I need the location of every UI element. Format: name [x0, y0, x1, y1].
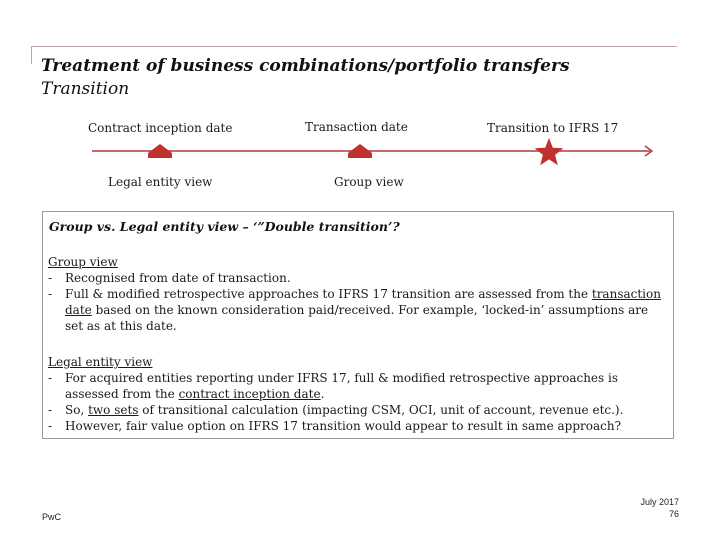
label-transaction-date: Transaction date	[305, 120, 408, 134]
slide-title: Treatment of business combinations/portfolio transfers	[41, 56, 570, 76]
legal-entity-view-bullets	[48, 370, 666, 434]
star-marker-transition	[535, 138, 564, 165]
house-marker-contract-inception	[148, 144, 172, 158]
timeline-graphic	[0, 0, 720, 200]
slide-subtitle: Transition	[41, 79, 130, 99]
box-title: Group vs. Legal entity view – ‘”Double transition’?	[49, 219, 400, 234]
list-item: - So, two sets of transitional calculation (impacting CSM, OCI, unit of account, revenue etc.).	[48, 403, 624, 417]
label-legal-entity-view: Legal entity view	[108, 175, 213, 189]
legal-entity-view-heading: Legal entity view	[48, 355, 153, 369]
label-transition-ifrs17: Transition to IFRS 17	[487, 121, 619, 135]
list-item: - Full & modified retrospective approaches to IFRS 17 transition are assessed from the transaction date based on the known consideration paid/received. For example, ‘locked-in’ assumptions are set as at this date.	[48, 287, 661, 333]
page-number: 76	[668, 509, 679, 519]
list-item: - For acquired entities reporting under IFRS 17, full & modified retrospective approaches is assessed from the contract inception date.	[48, 371, 618, 401]
group-view-bullets	[48, 270, 666, 334]
list-item: - However, fair value option on IFRS 17 transition would appear to result in same approach?	[48, 419, 622, 433]
label-contract-inception-date: Contract inception date	[88, 121, 233, 135]
footer-brand: PwC	[42, 512, 62, 522]
house-marker-transaction	[348, 144, 372, 158]
footer-date-page	[640, 496, 679, 520]
label-group-view: Group view	[334, 175, 404, 189]
explanation-box	[42, 211, 674, 439]
group-view-heading: Group view	[48, 255, 118, 269]
footer-date: July 2017	[640, 497, 679, 507]
list-item: - Recognised from date of transaction.	[48, 271, 291, 285]
